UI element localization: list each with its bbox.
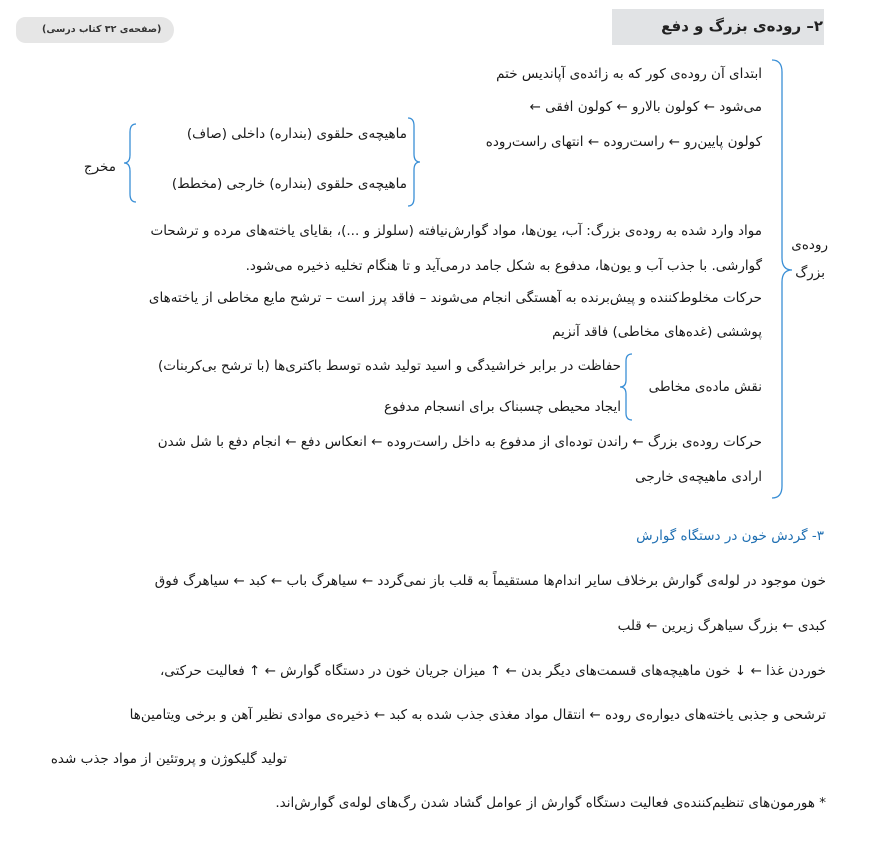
anus-left-brace xyxy=(122,122,138,204)
movements-line-1: حرکات مخلوط‌کننده و پیش‌برنده به آهستگی انجام می‌شوند – فاقد پرز است – ترشح مایع مخاطی از یاخته‌های xyxy=(148,290,762,306)
anus-right-brace xyxy=(406,116,422,208)
circulation-line-2: کبدی ← بزرگ سیاهرگ زیرین ← قلب xyxy=(617,618,826,634)
mucus-role-label: نقش ماده‌ی مخاطی xyxy=(648,379,762,395)
structure-line-3: کولون پایین‌رو ← راست‌روده ← انتهای راست‌روده xyxy=(485,134,762,150)
anus-label: مخرج xyxy=(83,159,116,175)
circulation-line-4: ترشحی و جذبی یاخته‌های دیواره‌ی روده ← انتقال مواد مغذی جذب شده به کبد ← ذخیره‌ی موادی نظیر آهن و برخی ویتامین‌ها xyxy=(129,707,826,723)
hormone-note: * هورمون‌های تنظیم‌کننده‌ی فعالیت دستگاه گوارش از عوامل گشاد شدن رگ‌های لوله‌ی گوارش‌اند. xyxy=(275,795,826,811)
large-intestine-label-1: روده‌ی xyxy=(791,237,828,253)
mucus-role-item-2: ایجاد محیطی چسبناک برای انسجام مدفوع xyxy=(384,399,621,415)
anus-item-2: ماهیچه‌ی حلقوی (بنداره) خارجی (مخطط) xyxy=(171,176,407,192)
defecation-line-1: حرکات روده‌ی بزرگ ← راندن توده‌ای از مدفوع به داخل راست‌روده ← انعکاس دفع ← انجام دفع با شل شدن xyxy=(157,434,762,450)
structure-line-2: می‌شود ← کولون بالارو ← کولون افقی ← xyxy=(529,99,762,115)
large-intestine-brace xyxy=(768,58,798,500)
defecation-line-2: ارادی ماهیچه‌ی خارجی xyxy=(635,469,762,485)
section-title: ۲– روده‌ی بزرگ و دفع xyxy=(661,17,823,35)
structure-line-1: ابتدای آن روده‌ی کور که به زائده‌ی آپاندیس ختم xyxy=(496,66,762,82)
circulation-line-5: تولید گلیکوژن و پروتئین از مواد جذب شده xyxy=(50,751,287,767)
circulation-line-3: خوردن غذا ← ↓ خون ماهیچه‌های قسمت‌های دیگر بدن ← ↑ میزان جریان خون در دستگاه گوارش ← ↑ فعالیت حرکتی، xyxy=(159,663,826,679)
movements-line-2: پوششی (غده‌های مخاطی) فاقد آنزیم xyxy=(552,324,762,340)
page-reference: (صفحه‌ی ۳۲ کتاب درسی) xyxy=(42,24,162,35)
anus-item-1: ماهیچه‌ی حلقوی (بنداره) داخلی (صاف) xyxy=(186,126,407,142)
contents-line-1: مواد وارد شده به روده‌ی بزرگ: آب، یون‌ها، مواد گوارش‌نیافته (سلولز و ...)، بقایای یاخته‌های مرده و ترشحات xyxy=(150,223,762,239)
blood-circulation-title: ۳- گردش خون در دستگاه گوارش xyxy=(636,528,824,544)
circulation-line-1: خون موجود در لوله‌ی گوارش برخلاف سایر اندام‌ها مستقیماً به قلب باز نمی‌گردد ← سیاهرگ باب ← کبد ← سیاهرگ فوق xyxy=(154,573,826,589)
contents-line-2: گوارشی. با جذب آب و یون‌ها، مدفوع به شکل جامد درمی‌آید و تا هنگام تخلیه ذخیره می‌شود. xyxy=(245,258,762,274)
large-intestine-label-2: بزرگ xyxy=(795,265,825,281)
mucus-role-item-1: حفاظت در برابر خراشیدگی و اسید تولید شده توسط باکتری‌ها (با ترشح بی‌کربنات) xyxy=(157,358,621,374)
